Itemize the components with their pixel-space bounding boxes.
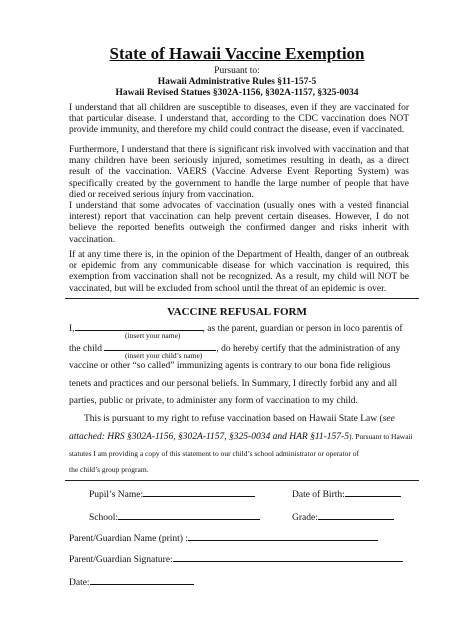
child-name-blank[interactable] <box>104 341 216 351</box>
field-label: Grade: <box>292 513 318 523</box>
guardian-signature-field <box>69 552 403 565</box>
form-text: , as the parent, guardian or person in loco parentis of <box>202 324 403 334</box>
guardian-signature-input[interactable] <box>173 552 403 562</box>
paragraph-susceptible <box>69 103 409 137</box>
form-text: , do hereby certify that the administration of any <box>216 344 401 354</box>
form-line-law <box>84 414 395 424</box>
form-line-forbid: parties, public or private, to administer any form of vaccination to my child. <box>69 396 358 406</box>
pupil-name-field <box>89 487 255 500</box>
dob-field <box>292 487 401 500</box>
paragraph-advocates <box>69 201 409 246</box>
paragraph-line: many children have been seriously injured, sometimes resulting in death, as a direct <box>69 156 409 167</box>
school-field <box>89 510 260 523</box>
pursuant-label: Pursuant to: <box>214 66 260 76</box>
form-box-top-rule <box>65 298 419 299</box>
form-line-child <box>69 341 400 354</box>
parent-name-blank[interactable] <box>75 321 203 331</box>
form-text: see <box>382 414 395 424</box>
child-name-hint: (insert your child’s name) <box>125 351 203 360</box>
form-text: the child <box>69 344 102 354</box>
paragraph-line: vaccinated, but will be excluded from school until the threat of an epidemic is over. <box>69 283 387 294</box>
field-label: Date of Birth: <box>292 490 345 500</box>
paragraph-line: died or received serious injury from vaccination. <box>69 189 254 200</box>
field-label: Parent/Guardian Name (print) : <box>69 534 188 544</box>
form-text: ). Pursuant to Hawaii <box>348 432 413 441</box>
paragraph-line: vaccination. <box>69 234 116 245</box>
form-line-program: the child’s group program. <box>69 465 149 474</box>
grade-input[interactable] <box>318 510 394 520</box>
form-text: attached: HRS §302A-1156, §302A-1157, §325-0034 and HAR §11-157-5 <box>69 432 349 442</box>
paragraph-line: specifically created by the government to handle the large number of people that have <box>69 178 409 189</box>
form-title: State of Hawaii Vaccine Exemption <box>109 44 365 63</box>
paragraph-line: I understand that some advocates of vaccination (usually ones with a vested financial <box>69 201 409 211</box>
statutes-citation: Hawaii Revised Statues §302A-1156, §302A-1157, §325-0034 <box>115 88 359 98</box>
paragraph-line: believe the reported benefits outweigh the confirmed danger and risks inherit with <box>69 223 409 234</box>
paragraph-line: or epidemic from any communicable disease for which vaccination is required, this <box>69 261 409 272</box>
paragraph-risk <box>69 145 409 201</box>
paragraph-line: If at any time there is, in the opinion of the Department of Health, danger of an outbreak <box>69 250 409 260</box>
field-label: Date: <box>69 578 90 588</box>
pupil-name-input[interactable] <box>143 487 255 497</box>
paragraph-line: Furthermore, I understand that there is significant risk involved with vaccination and that <box>69 145 409 155</box>
form-line-law-cont <box>69 432 413 442</box>
paragraph-outbreak <box>69 250 409 295</box>
dob-input[interactable] <box>345 487 401 497</box>
paragraph-line: exemption from vaccination shall not be recognized. As a result, my child will NOT be <box>69 272 409 283</box>
refusal-form-title: VACCINE REFUSAL FORM <box>167 306 307 318</box>
form-box-bottom-rule <box>65 480 419 481</box>
date-input[interactable] <box>90 575 194 585</box>
name-hint: (insert your name) <box>125 331 181 340</box>
field-label: School: <box>89 513 119 523</box>
paragraph-line: that particular disease. I understand that, according to the CDC vaccination does NOT <box>69 114 409 125</box>
form-line-copy: statutes I am providing a copy of this statement to our child’s school administrator or operator of <box>69 449 359 458</box>
paragraph-line: provide immunity, and therefore my child could contract the disease, even if vaccinated. <box>69 125 405 136</box>
school-input[interactable] <box>118 510 260 520</box>
form-line-beliefs: tenets and practices and our personal beliefs. In Summary, I directly forbid any and all <box>69 379 398 389</box>
form-text: This is pursuant to my right to refuse vaccination based on Hawaii State Law ( <box>84 414 383 424</box>
rules-citation: Hawaii Administrative Rules §11-157-5 <box>157 77 317 87</box>
grade-field <box>292 510 394 523</box>
paragraph-line: result of the vaccination. VAERS (Vaccine Adverse Event Reporting System) was <box>69 167 409 178</box>
form-line-parent <box>69 321 403 334</box>
form-text: I, <box>69 324 75 334</box>
form-line-religious: vaccine or other “so called” immunizing agents is contrary to our bona fide religious <box>69 361 391 371</box>
paragraph-line: interest) report that vaccination can help prevent certain diseases. However, I do not <box>69 212 409 223</box>
date-field <box>69 575 194 588</box>
paragraph-line: I understand that all children are susceptible to diseases, even if they are vaccinated for <box>69 103 409 113</box>
guardian-print-field <box>69 531 378 544</box>
field-label: Pupil’s Name: <box>89 490 144 500</box>
field-label: Parent/Guardian Signature: <box>69 555 173 565</box>
guardian-print-input[interactable] <box>188 531 378 541</box>
